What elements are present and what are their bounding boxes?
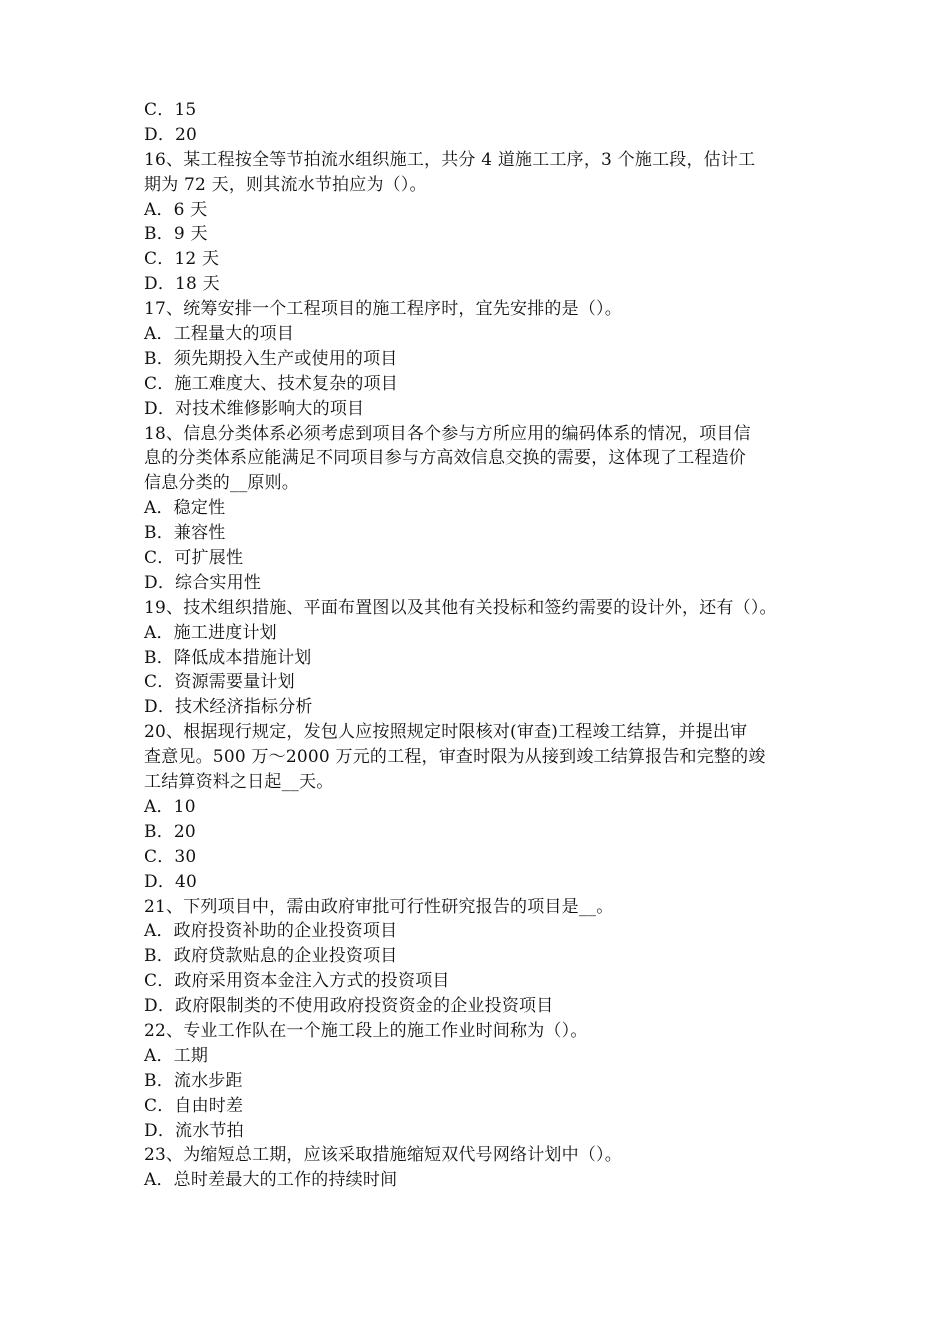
question-stem	[144, 720, 806, 795]
answer-option	[144, 397, 806, 422]
option-text: A．政府投资补助的企业投资项目	[144, 921, 398, 942]
question-text-line: 期为 72 天，则其流水节拍应为（）。	[144, 174, 427, 195]
answer-option	[144, 646, 806, 671]
answer-option	[144, 521, 806, 546]
option-text: C．可扩展性	[144, 548, 244, 569]
option-text: D．综合实用性	[144, 572, 262, 593]
question-stem	[144, 422, 806, 497]
question-text-line: 查意见。500 万～2000 万元的工程，审查时限为从接到竣工结算报告和完整的竣	[144, 747, 766, 768]
option-text: C．自由时差	[144, 1095, 244, 1116]
option-text: D．40	[144, 871, 198, 892]
question-text-line: 16、某工程按全等节拍流水组织施工，共分 4 道施工工序，3 个施工段，估计工	[144, 149, 756, 170]
answer-option	[144, 795, 806, 820]
answer-option	[144, 222, 806, 247]
answer-option	[144, 621, 806, 646]
option-text: D．政府限制类的不使用政府投资资金的企业投资项目	[144, 996, 554, 1017]
option-text: C．资源需要量计划	[144, 672, 295, 693]
answer-option	[144, 198, 806, 223]
question-text-line: 息的分类体系应能满足不同项目参与方高效信息交换的需要，这体现了工程造价	[144, 448, 746, 469]
answer-option	[144, 1168, 806, 1193]
answer-option	[144, 820, 806, 845]
answer-option	[144, 546, 806, 571]
answer-option	[144, 670, 806, 695]
option-text: C．12 天	[144, 249, 220, 270]
answer-option	[144, 870, 806, 895]
answer-option	[144, 994, 806, 1019]
option-text: A．总时差最大的工作的持续时间	[144, 1170, 398, 1191]
question-text-line: 信息分类的__原则。	[144, 473, 299, 494]
answer-option	[144, 347, 806, 372]
option-text: B．20	[144, 821, 196, 842]
question-stem	[144, 1143, 806, 1168]
option-text: D．20	[144, 124, 198, 145]
option-text: C．政府采用资本金注入方式的投资项目	[144, 971, 450, 992]
option-text: C．30	[144, 846, 197, 867]
answer-option	[144, 1044, 806, 1069]
question-stem	[144, 1019, 806, 1044]
option-text: D．技术经济指标分析	[144, 697, 313, 718]
option-text: C．施工难度大、技术复杂的项目	[144, 373, 399, 394]
question-text-line: 17、统筹安排一个工程项目的施工程序时，宜先安排的是（）。	[144, 299, 622, 320]
answer-option	[144, 1119, 806, 1144]
question-text-line: 19、技术组织措施、平面布置图以及其他有关投标和签约需要的设计外，还有（）。	[144, 597, 777, 618]
option-text: A．工期	[144, 1045, 209, 1066]
answer-option	[144, 695, 806, 720]
question-text-line: 20、根据现行规定，发包人应按照规定时限核对(审查)工程竣工结算，并提出审	[144, 722, 748, 743]
question-stem	[144, 297, 806, 322]
question-text-line: 22、专业工作队在一个施工段上的施工作业时间称为（）。	[144, 1020, 588, 1041]
option-text: B．降低成本措施计划	[144, 647, 312, 668]
option-text: B．须先期投入生产或使用的项目	[144, 348, 398, 369]
option-text: B．政府贷款贴息的企业投资项目	[144, 946, 398, 967]
option-text: A．10	[144, 796, 196, 817]
answer-option	[144, 944, 806, 969]
answer-option	[144, 496, 806, 521]
option-text: B．兼容性	[144, 523, 226, 544]
answer-option	[144, 272, 806, 297]
option-text: C．15	[144, 100, 197, 120]
answer-option	[144, 969, 806, 994]
question-stem	[144, 148, 806, 198]
option-text: A．工程量大的项目	[144, 324, 295, 345]
option-text: A．稳定性	[144, 498, 226, 519]
answer-option	[144, 98, 806, 123]
option-text: D．对技术维修影响大的项目	[144, 398, 365, 419]
answer-option	[144, 919, 806, 944]
answer-option	[144, 571, 806, 596]
option-text: D．18 天	[144, 274, 220, 295]
answer-option	[144, 372, 806, 397]
answer-option	[144, 845, 806, 870]
document-page	[144, 98, 806, 1193]
answer-option	[144, 247, 806, 272]
option-text: B．流水步距	[144, 1070, 243, 1091]
question-stem	[144, 895, 806, 920]
option-text: A．6 天	[144, 199, 208, 220]
question-stem	[144, 596, 806, 621]
answer-option	[144, 322, 806, 347]
question-text-line: 21、下列项目中，需由政府审批可行性研究报告的项目是__。	[144, 896, 614, 917]
answer-option	[144, 123, 806, 148]
option-text: D．流水节拍	[144, 1120, 244, 1141]
answer-option	[144, 1069, 806, 1094]
question-text-line: 18、信息分类体系必须考虑到项目各个参与方所应用的编码体系的情况，项目信	[144, 423, 751, 444]
option-text: A．施工进度计划	[144, 622, 277, 643]
question-text-line: 工结算资料之日起__天。	[144, 772, 334, 793]
answer-option	[144, 1094, 806, 1119]
option-text: B．9 天	[144, 224, 208, 245]
question-text-line: 23、为缩短总工期，应该采取措施缩短双代号网络计划中（）。	[144, 1145, 622, 1166]
